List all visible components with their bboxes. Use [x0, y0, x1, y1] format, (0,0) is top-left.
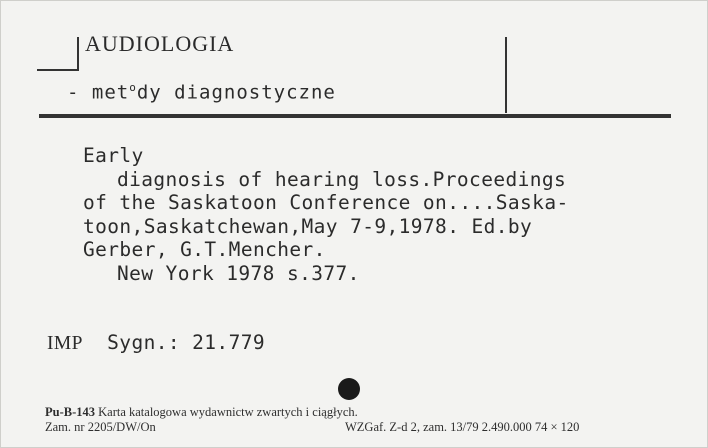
- header-divider: [505, 37, 507, 113]
- subject-heading: AUDIOLOGIA: [85, 31, 235, 56]
- entry-line: New York 1978 s.377.: [117, 261, 360, 285]
- entry-line: toon,Saskatchewan,May 7-9,1978. Ed.by: [83, 214, 533, 238]
- shelfmark-label: IMP: [47, 333, 83, 354]
- entry-line: Gerber, G.T.Mencher.: [83, 238, 326, 261]
- footer-order: Zam. nr 2205/DW/On: [45, 420, 156, 434]
- footer-line-2: [45, 420, 580, 435]
- footer-line-1: [45, 405, 358, 420]
- tab-mark-vertical: [77, 37, 79, 69]
- shelfmark-value: Sygn.: 21.779: [107, 331, 265, 354]
- entry-line: diagnosis of hearing loss.Proceedings: [117, 167, 567, 191]
- subheading-prefix: - met: [67, 81, 130, 104]
- entry-line: Early: [83, 144, 144, 167]
- footer-code: Pu-B-143: [45, 405, 95, 419]
- footer-description: Karta katalogowa wydawnictw zwartych i ciągłych.: [98, 405, 358, 419]
- heading-rule: [39, 114, 671, 118]
- entry-line: of the Saskatoon Conference on....Saska-: [83, 191, 569, 214]
- subject-subheading: [67, 81, 336, 103]
- subheading-suffix: dy diagnostyczne: [136, 81, 336, 104]
- bibliographic-entry: [83, 144, 703, 285]
- footer-print-info: WZGaf. Z-d 2, zam. 13/79 2.490.000 74 × 120: [345, 420, 580, 434]
- subheading-superscript: o: [129, 81, 137, 94]
- tab-mark-horizontal: [37, 69, 79, 71]
- shelfmark: [47, 331, 265, 355]
- punch-hole: [338, 378, 360, 400]
